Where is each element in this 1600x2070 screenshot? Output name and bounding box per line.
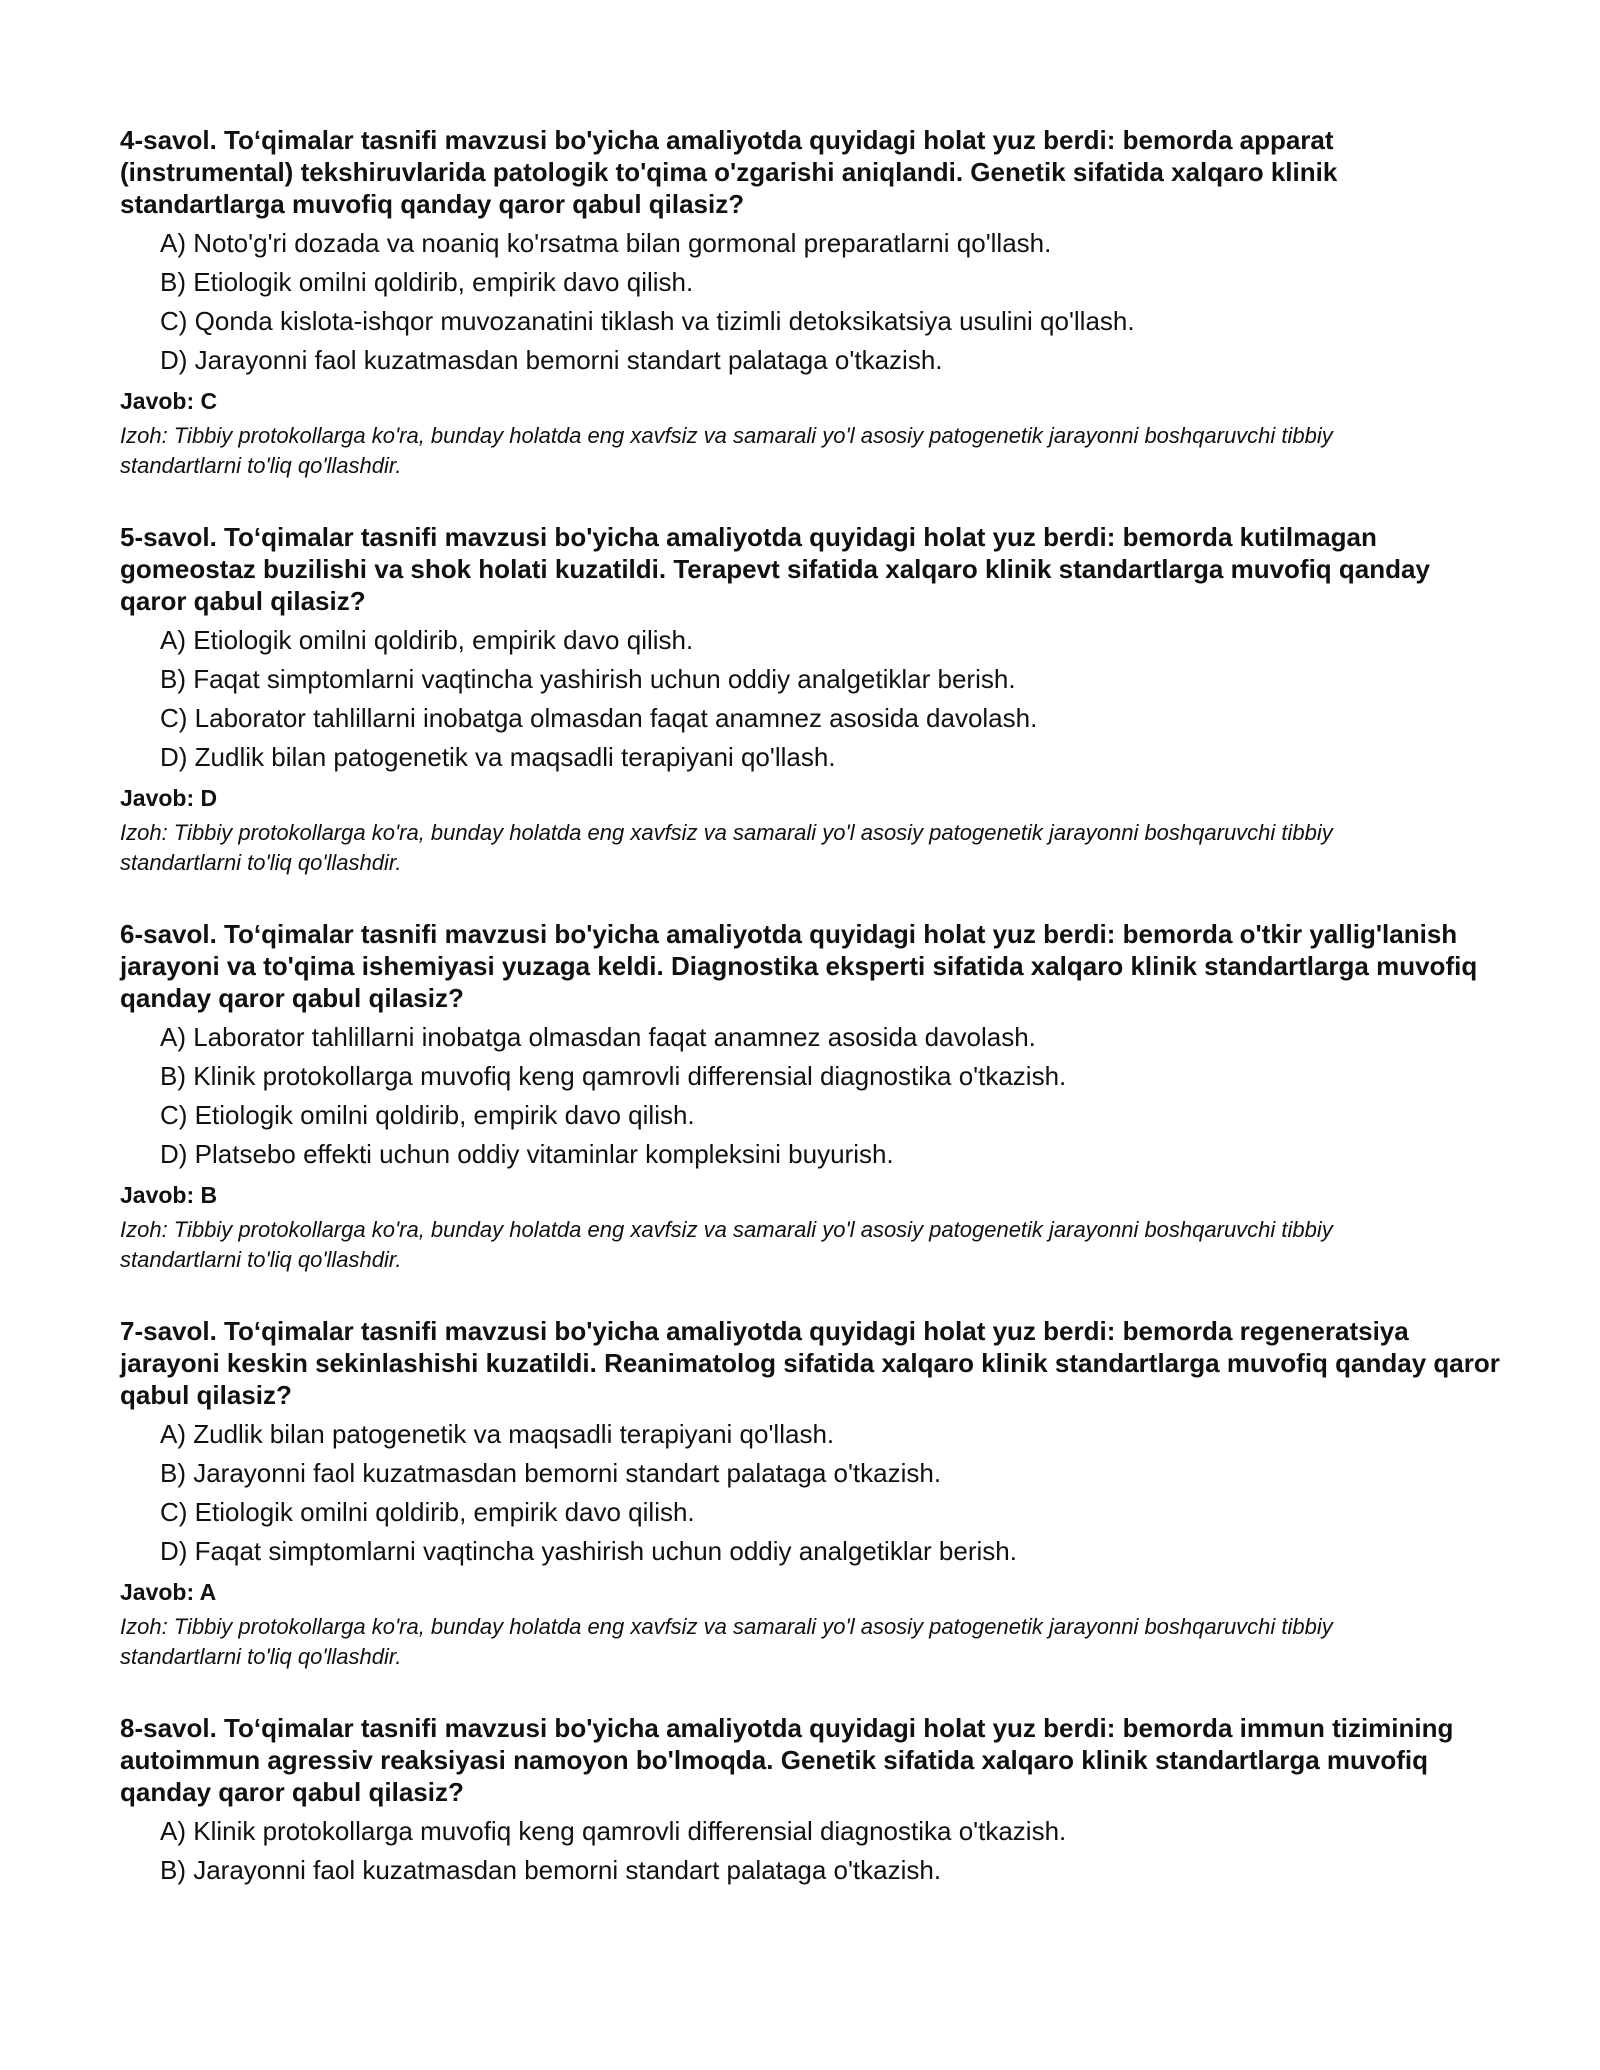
options-list [120, 625, 1500, 772]
option-b: B) Jarayonni faol kuzatmasdan bemorni standart palataga o'tkazish. [160, 1458, 942, 1488]
option-c: C) Laborator tahlillarni inobatga olmasdan faqat anamnez asosida davolash. [160, 703, 1038, 733]
question-text: 4-savol. To‘qimalar tasnifi mavzusi bo'yicha amaliyotda quyidagi holat yuz berdi: bemorda apparat (instrumental) tekshiruvlarida patologik to'qima o'zgarishi aniqlandi. Genetik sifatida xalqaro klinik standartlarga muvofiq qanday qaror qabul qilasiz? [120, 125, 1338, 219]
question-block [120, 124, 1500, 481]
option-c: C) Qonda kislota-ishqor muvozanatini tiklash va tizimli detoksikatsiya usulini qo'llash. [160, 306, 1135, 336]
option-a: A) Klinik protokollarga muvofiq keng qamrovli differensial diagnostika o'tkazish. [160, 1816, 1067, 1846]
option-b: B) Jarayonni faol kuzatmasdan bemorni standart palataga o'tkazish. [160, 1855, 942, 1885]
explanation-note: Izoh: Tibbiy protokollarga ko'ra, bunday holatda eng xavfsiz va samarali yo'l asosiy patogenetik jarayonni boshqaruvchi tibbiy standartlarni to'liq qo'llashdir. [120, 423, 1333, 478]
options-list [120, 1022, 1500, 1169]
question-block [120, 1315, 1500, 1672]
answer-label: Javob: B [120, 1182, 218, 1208]
option-a: A) Etiologik omilni qoldirib, empirik davo qilish. [160, 625, 694, 655]
option-b: B) Etiologik omilni qoldirib, empirik davo qilish. [160, 267, 694, 297]
option-b: B) Klinik protokollarga muvofiq keng qamrovli differensial diagnostika o'tkazish. [160, 1061, 1067, 1091]
option-a: A) Zudlik bilan patogenetik va maqsadli terapiyani qo'llash. [160, 1419, 835, 1449]
option-a: A) Noto'g'ri dozada va noaniq ko'rsatma bilan gormonal preparatlarni qo'llash. [160, 228, 1052, 258]
question-text: 8-savol. To‘qimalar tasnifi mavzusi bo'yicha amaliyotda quyidagi holat yuz berdi: bemorda immun tizimining autoimmun agressiv reaksiyasi namoyon bo'lmoqda. Genetik sifatida xalqaro klinik standartlarga muvofiq qanday qaror qabul qilasiz? [120, 1713, 1454, 1807]
option-b: B) Faqat simptomlarni vaqtincha yashirish uchun oddiy analgetiklar berish. [160, 664, 1016, 694]
options-list [120, 1419, 1500, 1566]
option-d: D) Platsebo effekti uchun oddiy vitaminlar kompleksini buyurish. [160, 1139, 894, 1169]
options-list [120, 228, 1500, 375]
explanation-note: Izoh: Tibbiy protokollarga ko'ra, bunday holatda eng xavfsiz va samarali yo'l asosiy patogenetik jarayonni boshqaruvchi tibbiy standartlarni to'liq qo'llashdir. [120, 1217, 1333, 1272]
option-d: D) Faqat simptomlarni vaqtincha yashirish uchun oddiy analgetiklar berish. [160, 1536, 1017, 1566]
document-page [120, 124, 1500, 1925]
question-block [120, 521, 1500, 878]
option-a: A) Laborator tahlillarni inobatga olmasdan faqat anamnez asosida davolash. [160, 1022, 1036, 1052]
explanation-note: Izoh: Tibbiy protokollarga ko'ra, bunday holatda eng xavfsiz va samarali yo'l asosiy patogenetik jarayonni boshqaruvchi tibbiy standartlarni to'liq qo'llashdir. [120, 820, 1333, 875]
question-block [120, 918, 1500, 1275]
question-text: 6-savol. To‘qimalar tasnifi mavzusi bo'yicha amaliyotda quyidagi holat yuz berdi: bemorda o'tkir yallig'lanish jarayoni va to'qima ishemiyasi yuzaga keldi. Diagnostika eksperti sifatida xalqaro klinik standartlarga muvofiq qanday qaror qabul qilasiz? [120, 919, 1478, 1013]
options-list [120, 1816, 1500, 1885]
option-c: C) Etiologik omilni qoldirib, empirik davo qilish. [160, 1100, 695, 1130]
answer-label: Javob: C [120, 388, 218, 414]
explanation-note: Izoh: Tibbiy protokollarga ko'ra, bunday holatda eng xavfsiz va samarali yo'l asosiy patogenetik jarayonni boshqaruvchi tibbiy standartlarni to'liq qo'llashdir. [120, 1614, 1333, 1669]
option-c: C) Etiologik omilni qoldirib, empirik davo qilish. [160, 1497, 695, 1527]
answer-label: Javob: A [120, 1579, 217, 1605]
option-d: D) Zudlik bilan patogenetik va maqsadli terapiyani qo'llash. [160, 742, 836, 772]
question-text: 5-savol. To‘qimalar tasnifi mavzusi bo'yicha amaliyotda quyidagi holat yuz berdi: bemorda kutilmagan gomeostaz buzilishi va shok holati kuzatildi. Terapevt sifatida xalqaro klinik standartlarga muvofiq qanday qaror qabul qilasiz? [120, 522, 1430, 616]
question-block [120, 1712, 1500, 1885]
answer-label: Javob: D [120, 785, 218, 811]
option-d: D) Jarayonni faol kuzatmasdan bemorni standart palataga o'tkazish. [160, 345, 943, 375]
question-text: 7-savol. To‘qimalar tasnifi mavzusi bo'yicha amaliyotda quyidagi holat yuz berdi: bemorda regeneratsiya jarayoni keskin sekinlashishi kuzatildi. Reanimatolog sifatida xalqaro klinik standartlarga muvofiq qanday qaror qabul qilasiz? [120, 1316, 1500, 1410]
